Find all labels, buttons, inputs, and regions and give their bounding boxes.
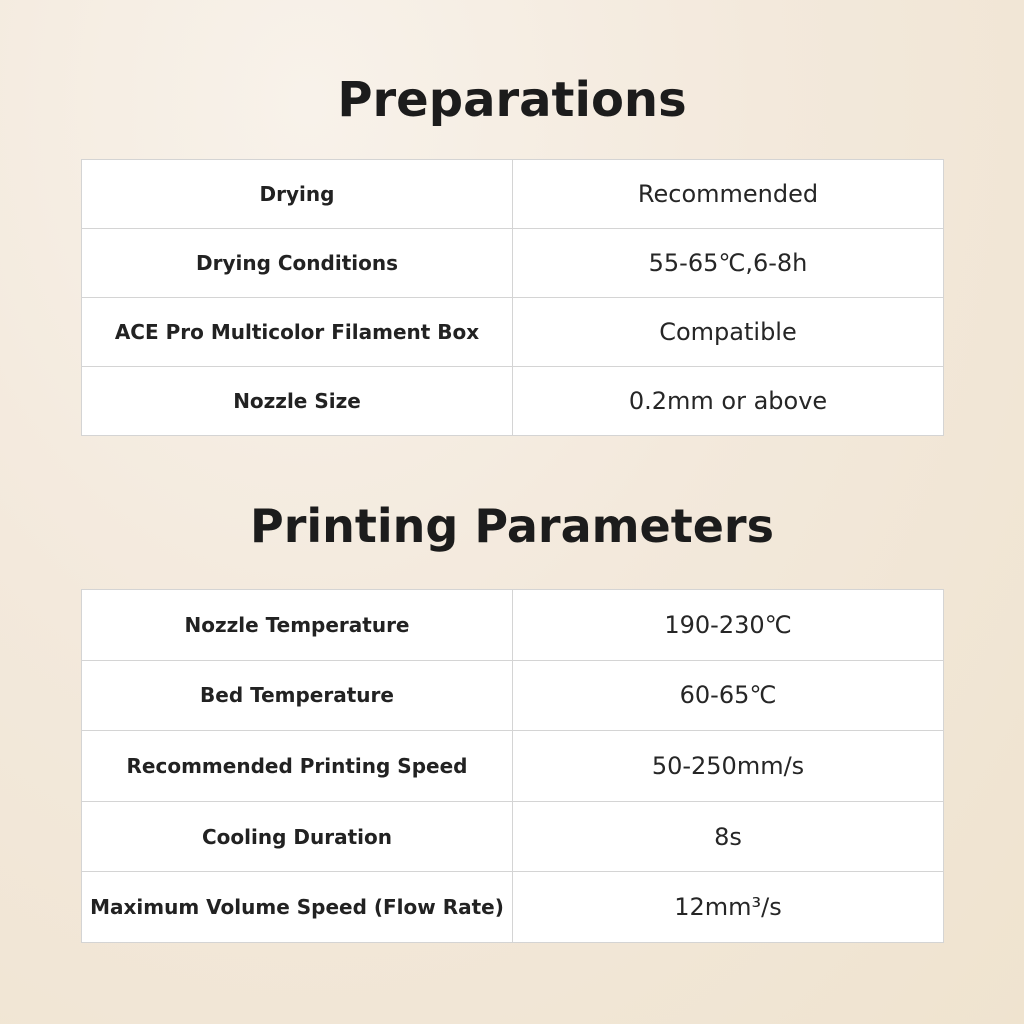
row-label-nozzle-size: Nozzle Size (82, 367, 513, 436)
row-label-drying: Drying (82, 160, 513, 229)
table-row (82, 660, 944, 731)
row-label-filament-box: ACE Pro Multicolor Filament Box (82, 298, 513, 367)
row-value-bed-temperature: 60-65℃ (513, 660, 944, 731)
row-value-nozzle-size: 0.2mm or above (513, 367, 944, 436)
row-label-bed-temperature: Bed Temperature (82, 660, 513, 731)
row-label-nozzle-temperature: Nozzle Temperature (82, 590, 513, 661)
row-label-max-volume-speed: Maximum Volume Speed (Flow Rate) (82, 872, 513, 943)
row-value-printing-speed: 50-250mm/s (513, 731, 944, 802)
table-row (82, 367, 944, 436)
row-value-nozzle-temperature: 190-230℃ (513, 590, 944, 661)
preparations-table (81, 159, 944, 436)
row-label-printing-speed: Recommended Printing Speed (82, 731, 513, 802)
row-label-drying-conditions: Drying Conditions (82, 229, 513, 298)
printing-parameters-table (81, 589, 944, 943)
table-row (82, 731, 944, 802)
table-row (82, 872, 944, 943)
table-row (82, 160, 944, 229)
row-value-cooling-duration: 8s (513, 801, 944, 872)
table-row (82, 801, 944, 872)
table-row (82, 590, 944, 661)
preparations-title: Preparations (337, 72, 687, 128)
row-value-max-volume-speed: 12mm³/s (513, 872, 944, 943)
row-value-drying: Recommended (513, 160, 944, 229)
row-value-drying-conditions: 55-65℃,6-8h (513, 229, 944, 298)
table-row (82, 298, 944, 367)
table-row (82, 229, 944, 298)
printing-parameters-title: Printing Parameters (250, 499, 774, 553)
row-value-filament-box: Compatible (513, 298, 944, 367)
row-label-cooling-duration: Cooling Duration (82, 801, 513, 872)
